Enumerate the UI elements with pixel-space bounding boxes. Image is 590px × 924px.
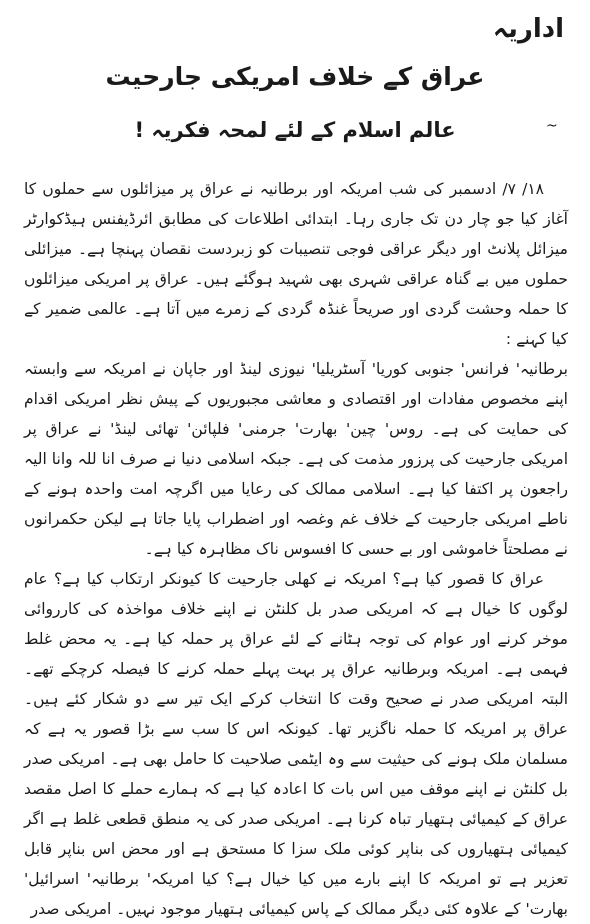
margin-mark: ~: [546, 118, 558, 134]
article-body: [24, 174, 568, 924]
paragraph-3: عراق کا قصور کیا ہے؟ امریکہ نے کھلی جارحیت کا کیونکر ارتکاب کیا ہے؟ عام لوگوں کا خیال ہے کہ امریکی صدر بل کلنٹن نے اپنے خلاف مواخذہ کی کارروائی موخر کرنے اور عوام کی توجہ ہٹانے کے لئے عراق پر حملہ کیا ہے۔ یہ محض غلط فہمی ہے۔ امریکہ وبرطانیہ عراق پر بہت پہلے حملہ کرنے کا فیصلہ کرچکے تھے۔ البتہ امریکی صدر نے صحیح وقت کا انتخاب کرکے ایک تیر سے دو شکار کئے ہیں۔ عراق پر امریکہ کا حملہ ناگزیر تھا۔ کیونکہ اس کا سب سے بڑا قصور یہ ہے کہ مسلمان ملک ہونے کی حیثیت سے وہ ایٹمی صلاحیت کا حامل بھی ہے۔ امریکی صدر بل کلنٹن نے اپنے موقف میں اس بات کا اعادہ کیا ہے کہ ہمارے حملے کا اصل مقصد عراق کے کیمیائی ہتھیار تباہ کرنا ہے۔ امریکی صدر کی یہ منطق قطعی غلط ہے اگر کیمیائی ہتھیاروں کی بناپر کوئی ملک سزا کا مستحق ہے اور محض اس بناپر قابل تعزیر ہے تو امریکہ کا اپنے بارے میں کیا خیال ہے؟ کیا امریکہ' برطانیہ' اسرائیل' بھارت' کے علاوہ کئی دیگر ممالک کے پاس کیمیائی ہتھیار موجود نہیں۔ امریکی صدر: [24, 570, 568, 918]
subheadline: عالم اسلام کے لئے لمحہ فکریہ !: [134, 118, 456, 142]
headline: عراق کے خلاف امریکی جارحیت: [105, 62, 485, 91]
paragraph-2: برطانیہ' فرانس' جنوبی کوریا' آسٹریلیا' نیوزی لینڈ اور جاپان نے امریکہ سے وابستہ اپنے مخصوص مفادات اور اقتصادی و معاشی مجبوریوں کے پیش نظر امریکی اقدام کی حمایت کی ہے۔ روس' چین' بھارت' جرمنی' فلپائن' تھائی لینڈ' نے عراق پر امریکی جارحیت کی پرزور مذمت کی ہے۔ جبکہ اسلامی دنیا نے صرف انا للہ وانا الیہ راجعون پر اکتفا کیا ہے۔ اسلامی ممالک کی رعایا میں اگرچہ امت واحدہ ہونے کے ناطے امریکی جارحیت کے خلاف غم وغصہ اور اضطراب پایا جاتا ہے لیکن حکمرانوں نے مصلحتاً خاموشی اور بے حسی کا افسوس ناک مظاہرہ کیا ہے۔: [24, 360, 568, 558]
paragraph-1: ۱۸/ ۷/ ادسمبر کی شب امریکہ اور برطانیہ نے عراق پر میزائلوں سے حملوں کا آغاز کیا جو چار دن تک جاری رہا۔ ابتدائی اطلاعات کی مطابق ائرڈیفنس ہیڈکوارٹر میزائل پلانٹ اور دیگر عراقی فوجی تنصیبات کو زبردست نقصان پہنچا ہے۔ میزائلی حملوں میں بے گناہ عراقی شہری بھی شہید ہوگئے ہیں۔ عراق پر امریکی میزائلوں کا حملہ وحشت گردی اور صریحاً غنڈہ گردی کے زمرے میں آتا ہے۔ عالمی ضمیر کے کیا کہنے :: [24, 180, 568, 348]
section-label: اداریہ: [492, 14, 564, 44]
